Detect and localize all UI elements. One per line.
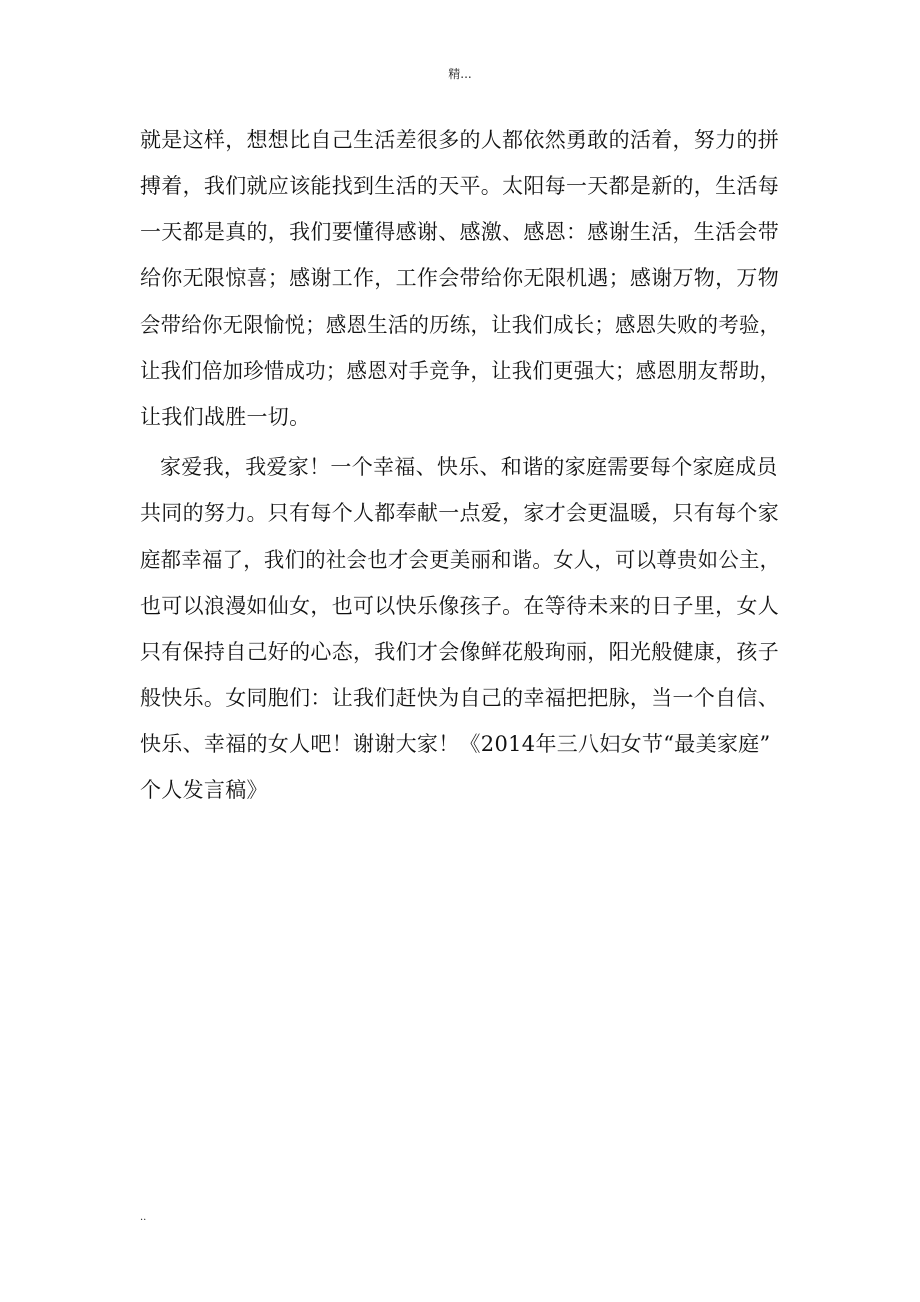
text-line: 只有保持自己好的心态，我们才会像鲜花般珣丽，阳光般健康，孩子 <box>140 640 779 664</box>
page-header: 精... <box>448 67 472 81</box>
text-line: 快乐、幸福的女人吧！谢谢大家！《2014年三八妇女节“最美家庭” <box>140 732 771 756</box>
text-line: 就是这样，想想比自己生活差很多的人都依然勇敢的活着，努力的拼 <box>140 128 779 152</box>
text-line: 一天都是真的，我们要懂得感谢、感激、感恩：感谢生活，生活会带 <box>140 220 779 244</box>
text-line: 让我们倍加珍惜成功；感恩对手竞争，让我们更强大；感恩朋友帮助， <box>140 359 781 383</box>
text-line: 家爱我，我爱家！一个幸福、快乐、和谐的家庭需要每个家庭成员 <box>160 455 778 479</box>
text-line: 会带给你无限愉悦；感恩生活的历练，让我们成长；感恩失败的考验， <box>140 313 781 337</box>
text-line: 庭都幸福了，我们的社会也才会更美丽和谐。女人，可以尊贵如公主， <box>140 548 781 572</box>
text-line: 让我们战胜一切。 <box>140 405 311 429</box>
page-footer: .. <box>140 1212 147 1223</box>
text-line: 个人发言稿》 <box>140 778 268 802</box>
text-line: 共同的努力。只有每个人都奉献一点爱，家才会更温暖，只有每个家 <box>140 501 779 525</box>
text-line: 般快乐。女同胞们：让我们赶快为自己的幸福把把脉，当一个自信、 <box>140 686 779 710</box>
text-line: 搏着，我们就应该能找到生活的天平。太阳每一天都是新的，生活每 <box>140 174 779 198</box>
text-line: 也可以浪漫如仙女，也可以快乐像孩子。在等待未来的日子里，女人 <box>140 594 779 618</box>
text-line: 给你无限惊喜；感谢工作，工作会带给你无限机遇；感谢万物，万物 <box>140 266 779 290</box>
